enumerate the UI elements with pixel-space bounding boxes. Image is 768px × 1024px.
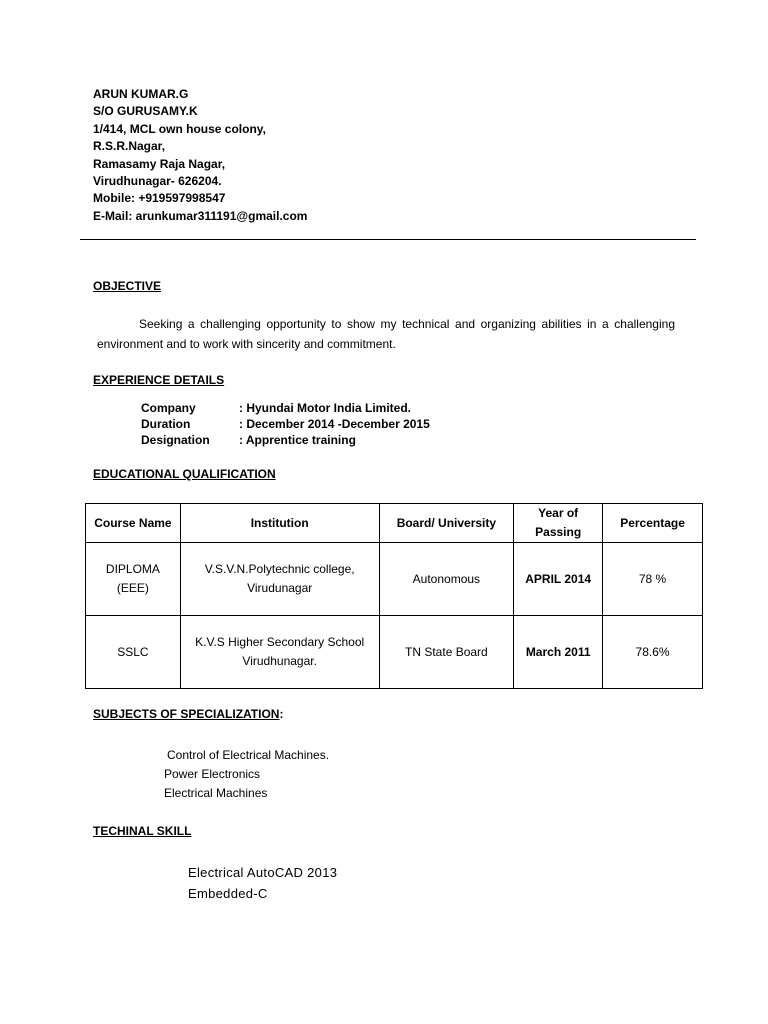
table-header-row — [86, 504, 703, 543]
experience-label: Duration — [141, 417, 191, 431]
table-row — [86, 543, 703, 616]
list-item: Electrical AutoCAD 2013 — [188, 865, 338, 880]
experience-row-designation — [141, 432, 430, 448]
address-line: 1/414, MCL own house colony, — [93, 121, 266, 136]
address-line: R.S.R.Nagar, — [93, 139, 166, 154]
list-item: Power Electronics — [164, 767, 261, 781]
experience-value: : Hyundai Motor India Limited. — [239, 401, 411, 415]
education-table — [85, 503, 703, 689]
skills-heading: TECHINAL SKILL — [93, 824, 192, 838]
experience-row-duration — [141, 416, 430, 432]
specialization-colon: : — [279, 707, 284, 721]
contact-block — [93, 86, 307, 225]
experience-value: : December 2014 -December 2015 — [239, 417, 430, 431]
objective-text: Seeking a challenging opportunity to show my technical and organizing abilities in a challenging environment and to work with sincerity and commitment. — [97, 317, 675, 351]
list-item: Control of Electrical Machines. — [167, 748, 330, 762]
email-address: E-Mail: arunkumar311191@gmail.com — [93, 208, 308, 223]
table-cell: DIPLOMA (EEE) — [86, 543, 181, 616]
column-header: Year of Passing — [514, 504, 603, 543]
skills-list — [188, 862, 337, 904]
table-cell: SSLC — [86, 616, 181, 689]
table-cell: TN State Board — [379, 616, 514, 689]
mobile-number: Mobile: +919597998547 — [93, 191, 226, 206]
specialization-list — [164, 746, 329, 803]
column-header: Course Name — [86, 504, 181, 543]
applicant-name: ARUN KUMAR.G — [93, 87, 189, 101]
column-header: Percentage — [603, 504, 703, 543]
address-line: Virudhunagar- 626204. — [93, 174, 222, 189]
father-name: S/O GURUSAMY.K — [93, 104, 198, 119]
education-heading: EDUCATIONAL QUALIFICATION — [93, 467, 276, 481]
experience-details — [141, 400, 430, 448]
list-item: Embedded-C — [188, 886, 268, 901]
experience-row-company — [141, 400, 430, 416]
table-cell: V.S.V.N.Polytechnic college, Virudunagar — [180, 543, 379, 616]
objective-heading: OBJECTIVE — [93, 279, 162, 293]
table-cell: APRIL 2014 — [514, 543, 603, 616]
table-cell: 78.6% — [603, 616, 703, 689]
table-cell: Autonomous — [379, 543, 514, 616]
table-row — [86, 616, 703, 689]
experience-label: Company — [141, 401, 196, 415]
address-line: Ramasamy Raja Nagar, — [93, 156, 226, 171]
specialization-heading-line — [93, 707, 283, 721]
column-header: Board/ University — [379, 504, 514, 543]
column-header: Institution — [180, 504, 379, 543]
experience-value: : Apprentice training — [239, 433, 356, 447]
experience-heading: EXPERIENCE DETAILS — [93, 373, 225, 387]
list-item: Electrical Machines — [164, 786, 268, 800]
table-cell: March 2011 — [514, 616, 603, 689]
table-cell: K.V.S Higher Secondary School Virudhunagar. — [180, 616, 379, 689]
experience-label: Designation — [141, 433, 210, 447]
table-cell: 78 % — [603, 543, 703, 616]
header-divider — [80, 239, 696, 240]
specialization-heading: SUBJECTS OF SPECIALIZATION — [93, 707, 280, 721]
